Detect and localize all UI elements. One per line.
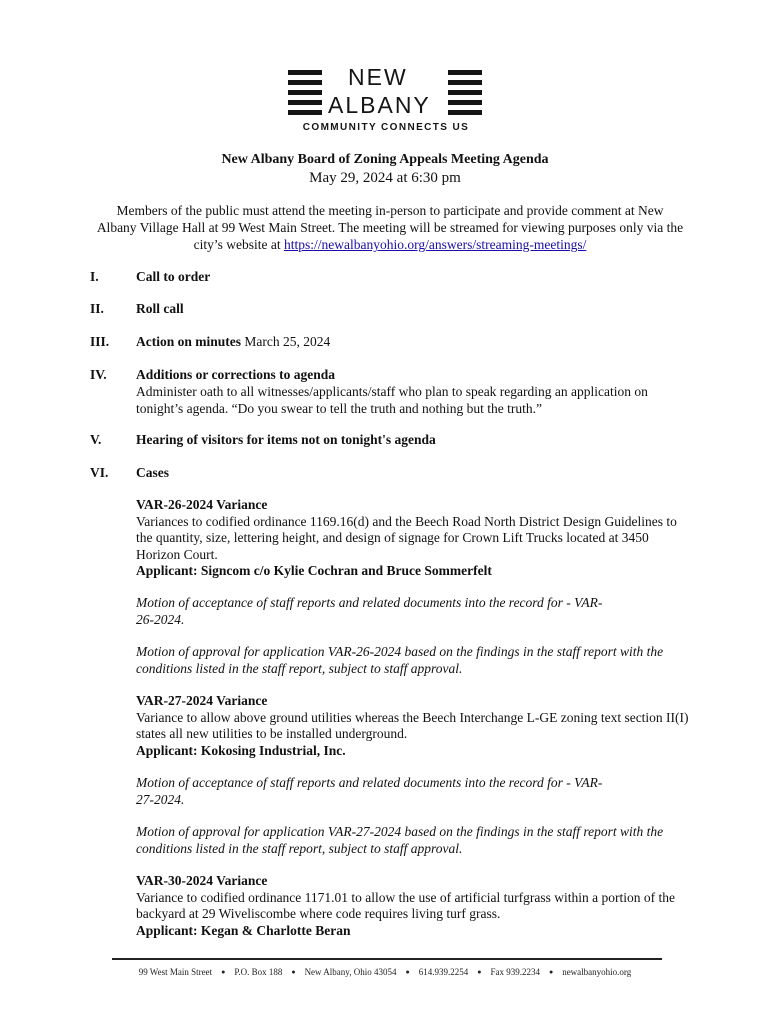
agenda-item-body: Administer oath to all witnesses/applicants/staff who plan to speak regarding an application on tonight’s agenda. “Do you swear to tell the truth and nothing but the truth.” [136,384,648,416]
footer-bullet-icon: ● [405,968,410,976]
new-albany-logo [288,66,484,136]
logo-line-new: NEW [348,64,408,90]
intro-paragraph [96,202,684,253]
case-var-30-2024 [136,873,696,939]
agenda-item-title: Action on minutes [136,334,242,349]
case-heading: VAR-27-2024 Variance [136,693,268,708]
case-description: Variances to codified ordinance 1169.16(d) and the Beech Road North District Design Guidelines to the quantity, size, lettering height, and design of signage for Crown Lift Trucks located at 3450 Horizon Court. [136,513,677,562]
streaming-link[interactable]: https://newalbanyohio.org/answers/streaming-meetings/ [284,237,587,252]
agenda-item-number: II. [90,301,104,316]
case-var-27-2024 [136,693,696,759]
footer-city: New Albany, Ohio 43054 [304,967,397,977]
case-motion-acceptance: Motion of acceptance of staff reports and related documents into the record for - VAR-27-2024. [136,775,603,807]
agenda-title: New Albany Board of Zoning Appeals Meeting Agenda [221,152,549,167]
agenda-item-title: Roll call [136,301,184,316]
footer-fax: Fax 939.2234 [490,967,540,977]
agenda-item-title: Additions or corrections to agenda [136,367,335,382]
case-applicant: Applicant: Signcom c/o Kylie Cochran and Bruce Sommerfelt [136,563,492,578]
agenda-item-title: Hearing of visitors for items not on tonight's agenda [136,432,436,447]
case-applicant: Applicant: Kegan & Charlotte Beran [136,922,351,938]
case-motion-approval: Motion of approval for application VAR-27-2024 based on the findings in the staff report with the conditions listed in the staff report, subject to staff approval. [136,824,664,856]
case-heading: VAR-30-2024 Variance [136,873,268,888]
footer-bullet-icon: ● [221,968,226,976]
intro-text: Members of the public must attend the meeting in-person to participate and provide comment at New Albany Village Hall at 99 West Main Street. The meeting will be streamed for viewing purposes only via the city’s website at [96,203,684,252]
footer-phone: 614.939.2254 [418,967,469,977]
case-motion-approval: Motion of approval for application VAR-26-2024 based on the findings in the staff report with the conditions listed in the staff report, subject to staff approval. [136,644,664,676]
footer-divider [112,958,662,960]
case-description: Variance to allow above ground utilities whereas the Beech Interchange L-GE zoning text section II(I) states all new utilities to be installed underground. [136,709,689,741]
footer-website: newalbanyohio.org [562,967,632,977]
agenda-item-number: V. [90,432,102,447]
agenda-item-number: IV. [90,367,107,382]
footer-bullet-icon: ● [291,968,296,976]
agenda-item-number: VI. [90,465,109,480]
agenda-item-number: I. [90,269,99,284]
case-description: Variance to codified ordinance 1171.01 to allow the use of artificial turfgrass within a portion of the backyard at 29 Wiveliscombe where code requires living turf grass. [136,889,675,921]
agenda-item-detail: March 25, 2024 [241,334,331,349]
footer-address: 99 West Main Street [138,967,213,977]
footer-po-box: P.O. Box 188 [234,967,283,977]
agenda-item-title: Cases [136,465,169,480]
case-var-26-2024 [136,497,696,580]
case-motion-acceptance: Motion of acceptance of staff reports and related documents into the record for - VAR-26-2024. [136,595,603,627]
agenda-item-content [136,366,696,417]
logo-tagline: COMMUNITY CONNECTS US [302,122,470,133]
page-footer [0,967,770,977]
agenda-date: May 29, 2024 at 6:30 pm [309,170,461,186]
logo-bars-right [448,70,482,120]
logo-bars-left [288,70,322,120]
case-heading: VAR-26-2024 Variance [136,497,268,512]
agenda-item-title: Call to order [136,269,211,284]
logo-line-albany: ALBANY [328,92,431,118]
agenda-item-number: III. [90,334,110,349]
footer-bullet-icon: ● [548,968,554,976]
agenda-item-content [136,333,696,350]
case-applicant: Applicant: Kokosing Industrial, Inc. [136,742,346,758]
footer-bullet-icon: ● [477,968,482,976]
